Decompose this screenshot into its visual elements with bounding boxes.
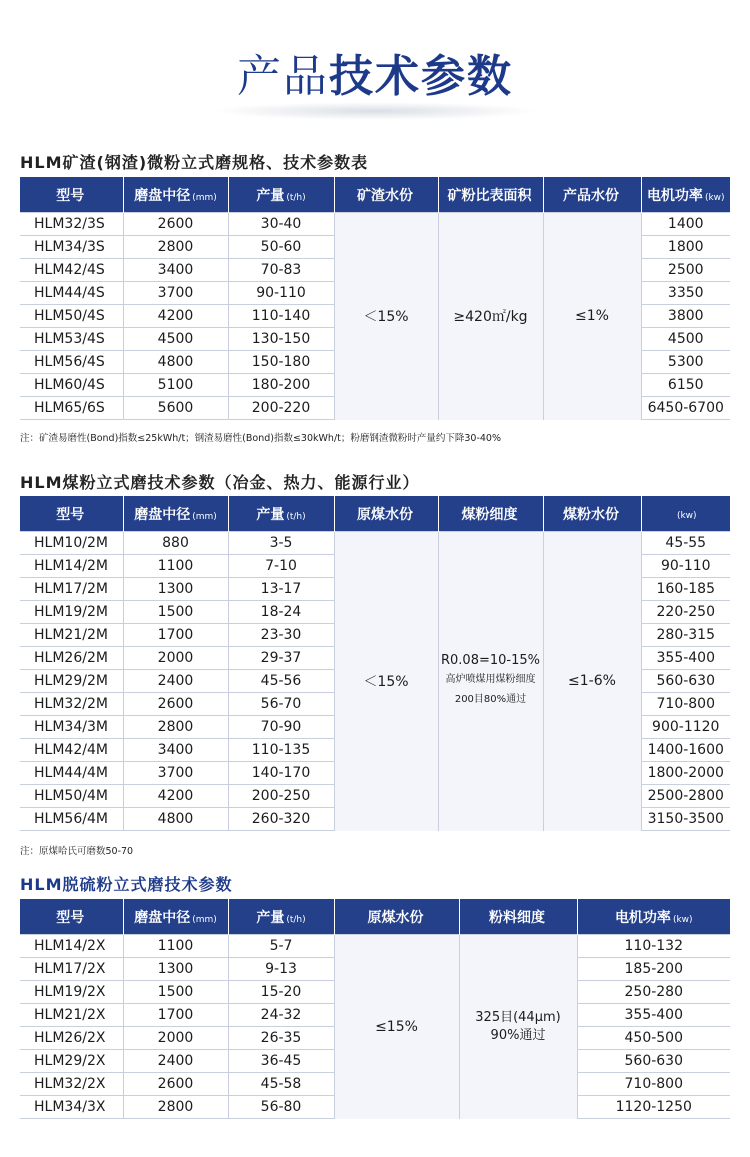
header-cell	[123, 899, 228, 935]
output-cell: 7-10	[228, 555, 334, 578]
table-header-row	[20, 496, 730, 532]
power-cell: 560-630	[577, 1050, 730, 1073]
powder-fineness-cell	[459, 935, 577, 1119]
diameter-cell: 4200	[123, 305, 228, 328]
diameter-cell: 1100	[123, 935, 228, 958]
coal-powder-moisture-cell: ≤1-6%	[543, 532, 641, 831]
coal-fineness-cell-line: 高炉喷煤用煤粉细度	[445, 674, 536, 686]
model-cell: HLM17/2M	[20, 578, 123, 601]
diameter-cell: 1300	[123, 578, 228, 601]
output-cell: 18-24	[228, 601, 334, 624]
diameter-cell: 3700	[123, 762, 228, 785]
header-cell	[20, 496, 123, 532]
diameter-cell: 1500	[123, 981, 228, 1004]
header-label: 型号	[56, 909, 85, 926]
diameter-cell: 2600	[123, 693, 228, 716]
header-cell	[641, 496, 730, 532]
diameter-cell: 2000	[123, 647, 228, 670]
slag-mill-spec-table	[20, 177, 730, 420]
header-label: 矿粉比表面积	[447, 187, 532, 204]
power-cell: 2500-2800	[641, 785, 730, 808]
output-cell: 200-220	[228, 397, 334, 420]
model-cell: HLM50/4S	[20, 305, 123, 328]
coal-moisture-cell: ＜15%	[334, 532, 438, 831]
header-label: 型号	[56, 506, 85, 523]
power-cell: 3800	[641, 305, 730, 328]
header-unit: (mm)	[192, 511, 217, 522]
header-label: 产品水份	[563, 187, 619, 204]
diameter-cell: 5600	[123, 397, 228, 420]
model-cell: HLM50/4M	[20, 785, 123, 808]
model-cell: HLM21/2X	[20, 1004, 123, 1027]
header-unit: (mm)	[192, 192, 217, 203]
output-cell: 26-35	[228, 1027, 334, 1050]
output-cell: 110-135	[228, 739, 334, 762]
table1-title: HLM矿渣(钢渣)微粉立式磨规格、技术参数表	[20, 153, 369, 172]
header-label: 电机功率	[646, 187, 703, 204]
model-cell: HLM53/4S	[20, 328, 123, 351]
header-label: 原煤水份	[357, 506, 413, 523]
model-cell: HLM32/2M	[20, 693, 123, 716]
model-cell: HLM26/2X	[20, 1027, 123, 1050]
diameter-cell: 4800	[123, 351, 228, 374]
output-cell: 13-17	[228, 578, 334, 601]
power-cell: 4500	[641, 328, 730, 351]
power-cell: 250-280	[577, 981, 730, 1004]
table-row	[20, 532, 730, 555]
header-unit: (mm)	[192, 914, 217, 925]
diameter-cell: 1300	[123, 958, 228, 981]
model-cell: HLM34/3S	[20, 236, 123, 259]
model-cell: HLM32/2X	[20, 1073, 123, 1096]
header-label: 型号	[56, 187, 85, 204]
diameter-cell: 1500	[123, 601, 228, 624]
output-cell: 36-45	[228, 1050, 334, 1073]
surface-area-cell: ≥420㎡/kg	[438, 213, 543, 420]
output-cell: 70-90	[228, 716, 334, 739]
power-cell: 6150	[641, 374, 730, 397]
model-cell: HLM10/2M	[20, 532, 123, 555]
model-cell: HLM32/3S	[20, 213, 123, 236]
power-cell: 3350	[641, 282, 730, 305]
slag-moisture-cell: ＜15%	[334, 213, 438, 420]
coal-fineness-cell-line: 200目80%通过	[454, 694, 527, 706]
header-cell	[228, 496, 334, 532]
model-cell: HLM14/2M	[20, 555, 123, 578]
header-label: 产量	[256, 909, 285, 926]
title-shadow	[210, 102, 540, 120]
output-cell: 50-60	[228, 236, 334, 259]
header-label: 原煤水份	[367, 909, 424, 926]
diameter-cell: 880	[123, 532, 228, 555]
model-cell: HLM14/2X	[20, 935, 123, 958]
diameter-cell: 2800	[123, 1096, 228, 1119]
power-cell: 160-185	[641, 578, 730, 601]
power-cell: 900-1120	[641, 716, 730, 739]
output-cell: 23-30	[228, 624, 334, 647]
power-cell: 220-250	[641, 601, 730, 624]
table-header-row	[20, 177, 730, 213]
table-header-row	[20, 899, 730, 935]
power-cell: 355-400	[641, 647, 730, 670]
output-cell: 180-200	[228, 374, 334, 397]
header-cell	[123, 496, 228, 532]
header-cell	[577, 899, 730, 935]
model-cell: HLM29/2X	[20, 1050, 123, 1073]
model-cell: HLM29/2M	[20, 670, 123, 693]
diameter-cell: 2000	[123, 1027, 228, 1050]
output-cell: 140-170	[228, 762, 334, 785]
header-label: 磨盘中径	[134, 909, 191, 926]
diameter-cell: 1700	[123, 1004, 228, 1027]
powder-fineness-cell-line: 325目(44μm)	[475, 1009, 561, 1025]
diameter-cell: 2800	[123, 236, 228, 259]
diameter-cell: 4800	[123, 808, 228, 831]
output-cell: 90-110	[228, 282, 334, 305]
power-cell: 3150-3500	[641, 808, 730, 831]
model-cell: HLM42/4S	[20, 259, 123, 282]
diameter-cell: 3700	[123, 282, 228, 305]
table2-note: 注：原煤哈氏可磨数50-70	[20, 846, 134, 857]
powder-fineness-cell-line: 90%通过	[490, 1027, 546, 1043]
diameter-cell: 2800	[123, 716, 228, 739]
coal-fineness-cell-line: R0.08=10-15%	[441, 653, 540, 669]
header-label: 磨盘中径	[134, 187, 191, 204]
header-unit: (t/h)	[286, 511, 306, 522]
power-cell: 185-200	[577, 958, 730, 981]
output-cell: 56-70	[228, 693, 334, 716]
product-moisture-cell: ≤1%	[543, 213, 641, 420]
power-cell: 280-315	[641, 624, 730, 647]
output-cell: 24-32	[228, 1004, 334, 1027]
output-cell: 130-150	[228, 328, 334, 351]
output-cell: 30-40	[228, 213, 334, 236]
header-unit: (t/h)	[286, 914, 306, 925]
header-cell	[438, 177, 543, 213]
table1-note: 注：矿渣易磨性(Bond)指数≤25kWh/t；钢渣易磨性(Bond)指数≤30kWh/t；粉磨钢渣微粉时产量约下降30-40%	[20, 433, 501, 444]
diameter-cell: 3400	[123, 259, 228, 282]
table-row	[20, 935, 730, 958]
header-unit: (t/h)	[286, 192, 306, 203]
diameter-cell: 3400	[123, 739, 228, 762]
diameter-cell: 5100	[123, 374, 228, 397]
header-unit: (kw)	[704, 192, 725, 203]
model-cell: HLM56/4M	[20, 808, 123, 831]
power-cell: 1400-1600	[641, 739, 730, 762]
header-cell	[228, 177, 334, 213]
header-unit: (kw)	[672, 914, 693, 925]
power-cell: 560-630	[641, 670, 730, 693]
model-cell: HLM19/2X	[20, 981, 123, 1004]
output-cell: 260-320	[228, 808, 334, 831]
header-label: 磨盘中径	[134, 506, 191, 523]
header-cell	[228, 899, 334, 935]
diameter-cell: 2400	[123, 670, 228, 693]
header-label: 煤粉水份	[563, 506, 619, 523]
model-cell: HLM34/3M	[20, 716, 123, 739]
power-cell: 1400	[641, 213, 730, 236]
header-cell	[438, 496, 543, 532]
model-cell: HLM17/2X	[20, 958, 123, 981]
desulfurization-mill-spec-table	[20, 899, 730, 1119]
table2-title: HLM煤粉立式磨技术参数（冶金、热力、能源行业）	[20, 473, 420, 492]
header-cell	[334, 177, 438, 213]
output-cell: 29-37	[228, 647, 334, 670]
power-cell: 355-400	[577, 1004, 730, 1027]
model-cell: HLM19/2M	[20, 601, 123, 624]
diameter-cell: 2400	[123, 1050, 228, 1073]
output-cell: 110-140	[228, 305, 334, 328]
diameter-cell: 2600	[123, 1073, 228, 1096]
power-cell: 1800-2000	[641, 762, 730, 785]
model-cell: HLM26/2M	[20, 647, 123, 670]
diameter-cell: 4500	[123, 328, 228, 351]
model-cell: HLM44/4M	[20, 762, 123, 785]
model-cell: HLM60/4S	[20, 374, 123, 397]
output-cell: 45-58	[228, 1073, 334, 1096]
header-cell	[459, 899, 577, 935]
output-cell: 70-83	[228, 259, 334, 282]
power-cell: 110-132	[577, 935, 730, 958]
page-title	[0, 40, 750, 104]
header-cell	[334, 899, 459, 935]
diameter-cell: 1700	[123, 624, 228, 647]
header-cell	[334, 496, 438, 532]
power-cell: 450-500	[577, 1027, 730, 1050]
header-label: 产量	[256, 506, 285, 523]
output-cell: 200-250	[228, 785, 334, 808]
model-cell: HLM34/3X	[20, 1096, 123, 1119]
output-cell: 56-80	[228, 1096, 334, 1119]
header-cell	[641, 177, 730, 213]
output-cell: 150-180	[228, 351, 334, 374]
header-cell	[20, 177, 123, 213]
output-cell: 9-13	[228, 958, 334, 981]
header-label: 产量	[256, 187, 285, 204]
header-cell	[123, 177, 228, 213]
power-cell: 6450-6700	[641, 397, 730, 420]
diameter-cell: 4200	[123, 785, 228, 808]
model-cell: HLM56/4S	[20, 351, 123, 374]
table3-title: HLM脱硫粉立式磨技术参数	[20, 875, 233, 894]
coal-mill-spec-table	[20, 496, 730, 831]
diameter-cell: 1100	[123, 555, 228, 578]
header-label: 电机功率	[614, 909, 671, 926]
model-cell: HLM65/6S	[20, 397, 123, 420]
output-cell: 15-20	[228, 981, 334, 1004]
power-cell: 1120-1250	[577, 1096, 730, 1119]
header-label: 矿渣水份	[357, 187, 413, 204]
diameter-cell: 2600	[123, 213, 228, 236]
header-cell	[20, 899, 123, 935]
model-cell: HLM21/2M	[20, 624, 123, 647]
power-cell: 710-800	[577, 1073, 730, 1096]
power-cell: 1800	[641, 236, 730, 259]
header-label: 粉料细度	[489, 909, 545, 926]
power-cell: 45-55	[641, 532, 730, 555]
header-cell	[543, 496, 641, 532]
power-cell: 2500	[641, 259, 730, 282]
output-cell: 45-56	[228, 670, 334, 693]
page-title-part1: 产品	[237, 51, 329, 102]
raw-moisture-cell: ≤15%	[334, 935, 459, 1119]
model-cell: HLM44/4S	[20, 282, 123, 305]
table-row	[20, 213, 730, 236]
coal-fineness-cell	[438, 532, 543, 831]
header-label: 煤粉细度	[461, 506, 518, 523]
power-cell: 5300	[641, 351, 730, 374]
output-cell: 5-7	[228, 935, 334, 958]
header-unit: (kw)	[676, 510, 697, 521]
power-cell: 90-110	[641, 555, 730, 578]
power-cell: 710-800	[641, 693, 730, 716]
model-cell: HLM42/4M	[20, 739, 123, 762]
header-cell	[543, 177, 641, 213]
page-title-part2: 技术参数	[329, 51, 513, 102]
output-cell: 3-5	[228, 532, 334, 555]
